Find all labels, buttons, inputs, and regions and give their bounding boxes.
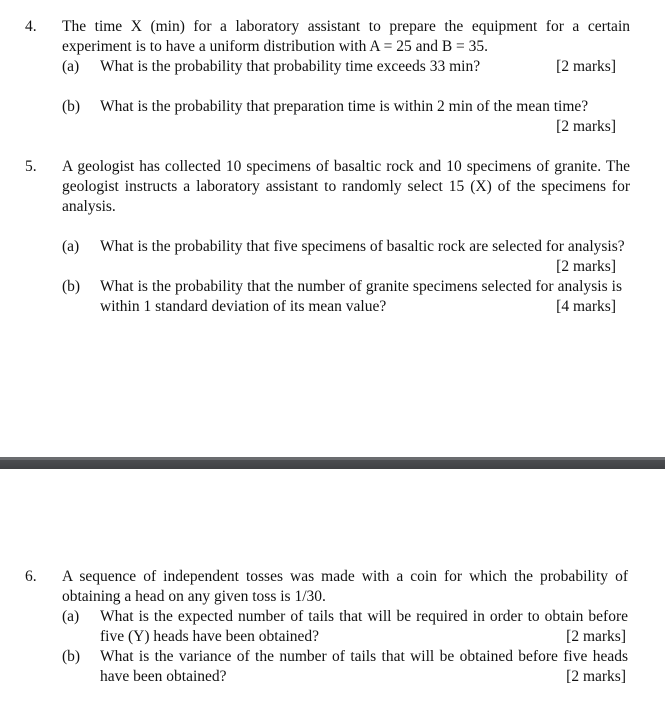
marks: [2 marks] xyxy=(566,628,626,645)
part-text: What is the probability that five specimens of basaltic rock are selected for analysis? xyxy=(100,238,625,255)
question-number: 6. xyxy=(25,568,37,585)
marks: [2 marks] xyxy=(556,118,616,135)
part-label: (b) xyxy=(62,278,81,295)
page-divider xyxy=(0,457,665,469)
part-label: (b) xyxy=(62,98,81,115)
part-text: What is the variance of the number of tails that will be obtained before five heads have been obtained? xyxy=(100,648,628,685)
part-label: (b) xyxy=(62,648,81,665)
question-number: 5. xyxy=(25,158,37,175)
part-text: What is the probability that preparation time is within 2 min of the mean time? xyxy=(100,98,589,115)
part-label: (a) xyxy=(62,238,80,255)
marks: [2 marks] xyxy=(556,258,616,275)
part-label: (a) xyxy=(62,58,80,75)
marks: [2 marks] xyxy=(556,58,616,75)
question-text: A sequence of independent tosses was made with a coin for which the probability of obtaining a head on any given toss is 1/30. xyxy=(62,568,628,605)
question-text: A geologist has collected 10 specimens of basaltic rock and 10 specimens of granite. The geologist instructs a laboratory assistant to randomly select 15 (X) of the specimens for analysis. xyxy=(62,158,630,215)
marks: [4 marks] xyxy=(556,298,616,315)
marks: [2 marks] xyxy=(566,668,626,685)
part-label: (a) xyxy=(62,608,80,625)
part-text: What is the expected number of tails that will be required in order to obtain before five (Y) heads have been obtained? xyxy=(100,608,628,645)
part-text: What is the probability that probability time exceeds 33 min? xyxy=(100,58,481,75)
part-text: What is the probability that the number of granite specimens selected for analysis is within 1 standard deviation of its mean value? xyxy=(100,278,622,315)
question-number: 4. xyxy=(25,18,37,35)
question-text: The time X (min) for a laboratory assistant to prepare the equipment for a certain experiment is to have a uniform distribution with A = 25 and B = 35. xyxy=(62,18,630,55)
